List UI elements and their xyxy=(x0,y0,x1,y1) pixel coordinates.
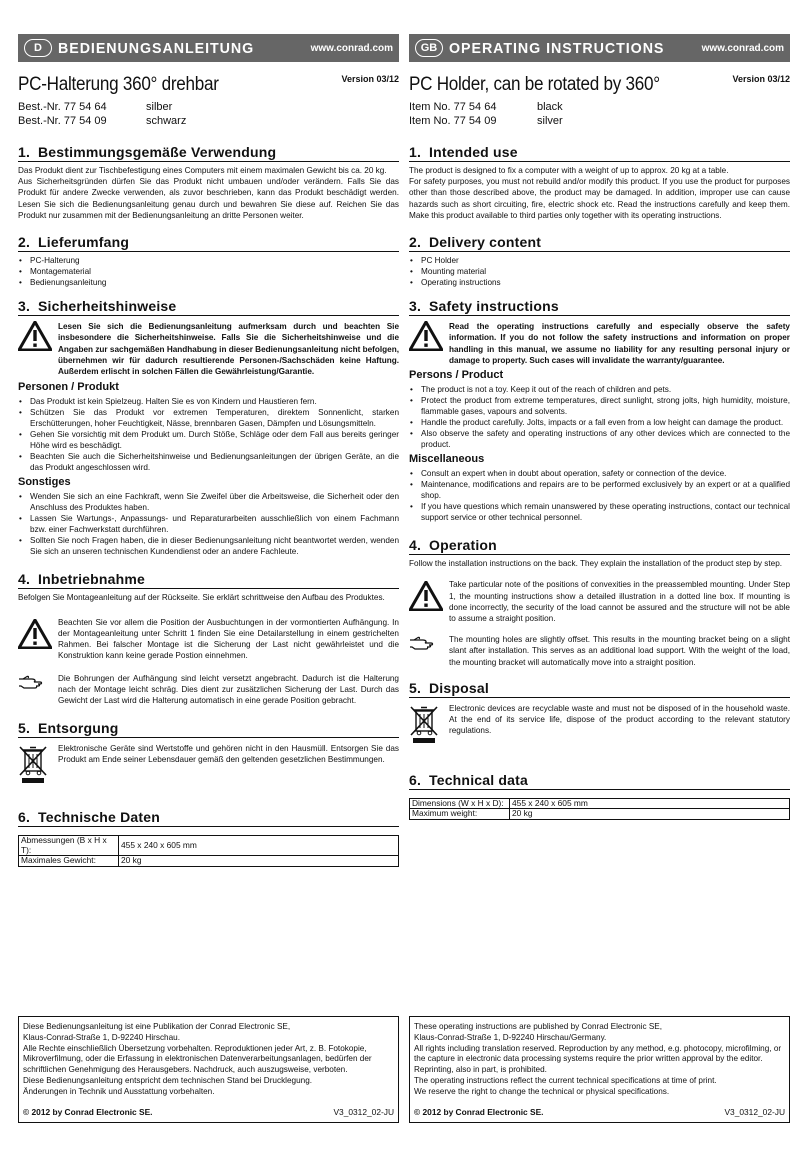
item-number: Best.-Nr. 77 54 64 xyxy=(18,101,107,113)
list-item: • Mounting material xyxy=(409,266,790,277)
item-row xyxy=(18,114,399,128)
note-text: The mounting holes are slightly offset. This results in the mounting bracket being on a slight slant after installation. This serves as an additional load support. With the weight of the load, the mounting bracket will automatically move into a straight position. xyxy=(449,635,790,667)
item-row xyxy=(409,114,790,128)
list-item: • Schützen Sie das Produkt vor extremen Temperaturen, direktem Sonnenlicht, starken Erschütterungen, hoher Feuchtigkeit, Nässe, brennbaren Gasen, Dämpfen und Lösungsmitteln. xyxy=(18,407,399,429)
list-item: • Consult an expert when in doubt about operation, safety or connection of the device. xyxy=(409,468,790,479)
table-row: Dimensions (W x H x D): 455 x 240 x 605 mm xyxy=(410,798,790,809)
website-url[interactable]: www.conrad.com xyxy=(701,42,784,54)
list-item: • Gehen Sie vorsichtig mit dem Produkt um. Durch Stöße, Schläge oder dem Fall aus bereits geringer Höhe wird es beschädigt. xyxy=(18,429,399,451)
section-technical-data xyxy=(409,772,790,820)
subheading: Persons / Product xyxy=(409,369,504,382)
list-item: • The product is not a toy. Keep it out of the reach of children and pets. xyxy=(409,384,790,395)
warning-note xyxy=(409,579,790,624)
section-delivery xyxy=(409,234,790,288)
list-item: • Also observe the safety and operating instructions of any other devices which are connected to the product. xyxy=(409,428,790,450)
imprint-box xyxy=(18,1016,399,1123)
section-heading: 1. Bestimmungsgemäße Verwendung xyxy=(18,144,399,162)
crossed-bin-icon xyxy=(409,703,449,748)
warning-icon xyxy=(18,321,58,377)
warning-box xyxy=(18,321,399,377)
list-item: • Sollten Sie noch Fragen haben, die in dieser Bedienungsanleitung nicht beantwortet werden, wenden Sie sich an unseren technischen Kundendienst oder an andere Fachleute. xyxy=(18,535,399,557)
imprint-line: Klaus-Conrad-Straße 1, D-92240 Hirschau. xyxy=(23,1032,180,1042)
note-text: Beachten Sie vor allem die Position der Ausbuchtungen in der vormontierten Aufhängung. In der Montageanleitung unter Schritt 1 finden Sie eine Detailarstellung in einem gestrichelten Rahmen. Bei falscher Montage ist die Sicherung der Last nicht gewährleistet und die Konstruktion kann keine gerade Postion einnehmen. xyxy=(58,617,399,661)
section-heading: 5. Disposal xyxy=(409,680,790,698)
german-column xyxy=(18,34,399,867)
copyright: © 2012 by Conrad Electronic SE. xyxy=(23,1107,153,1117)
bullet-list xyxy=(18,491,399,557)
subheading: Sonstiges xyxy=(18,475,71,488)
paragraph: Follow the installation instructions on the back. They explain the installation of the product step by step. xyxy=(409,559,783,569)
document-title: PC-Halterung 360° drehbar xyxy=(18,74,219,95)
list-item: • Montagematerial xyxy=(18,266,399,277)
imprint-box xyxy=(409,1016,790,1123)
imprint-line: All rights including translation reserved. Reproduction by any method, e.g. photocopy, microfilming, or the capture in electronic data processing systems require the prior written approval by the editor. Reprinting, also in part, is prohibited. xyxy=(414,1043,782,1075)
item-list xyxy=(409,100,790,128)
bullet-list xyxy=(18,396,399,473)
imprint-line: Änderungen in Technik und Ausstattung vorbehalten. xyxy=(23,1086,215,1096)
banner-title: OPERATING INSTRUCTIONS xyxy=(449,39,665,57)
table-row: Maximum weight: 20 kg xyxy=(410,809,790,820)
version-code: V3_0312_02-JU xyxy=(724,1107,785,1117)
list-item: • If you have questions which remain unanswered by these operating instructions, contact our technical support service or other technical personnel. xyxy=(409,501,790,523)
section-heading: 1. Intended use xyxy=(409,144,790,162)
pointing-hand-icon xyxy=(18,673,58,707)
document-title: PC Holder, can be rotated by 360° xyxy=(409,74,660,95)
english-column xyxy=(409,34,790,820)
subheading: Personen / Produkt xyxy=(18,380,119,393)
warning-text: Lesen Sie sich die Bedienungsanleitung aufmerksam durch und beachten Sie insbesondere die Sicherheitshinweise. Falls Sie die Sicherheitshinweise und die Angaben zur sachgemäßen Handhabung in dieser Bedienungsanleitung nicht befolgen, übernehmen wir für dadurch resultierende Personen-/Sachschäden keine Haftung. Außerdem erlischt in solchen Fällen die Gewährleistung/Garantie. xyxy=(58,322,399,377)
item-color: silber xyxy=(146,101,173,113)
item-list xyxy=(18,100,399,128)
section-heading: 4. Inbetriebnahme xyxy=(18,571,399,589)
paragraph: Befolgen Sie Montageanleitung auf der Rückseite. Sie erklärt schrittweise den Aufbau des Produktes. xyxy=(18,592,385,602)
section-intended-use xyxy=(18,144,399,221)
section-heading: 2. Delivery content xyxy=(409,234,790,252)
table-row: Abmessungen (B x H x T): 455 x 240 x 605 mm xyxy=(19,836,399,856)
list-item: • Beachten Sie auch die Sicherheitshinweise und Bedienungsanleitungen der übrigen Geräte, an die das Produkt angeschlossen wird. xyxy=(18,451,399,473)
section-disposal xyxy=(18,720,399,788)
section-disposal xyxy=(409,680,790,748)
list-item: • Maintenance, modifications and repairs are to be performed exclusively by an expert or at a qualified shop. xyxy=(409,479,790,501)
warning-icon xyxy=(409,579,449,624)
bullet-list xyxy=(409,468,790,523)
note-text: Elektronische Geräte sind Wertstoffe und gehören nicht in den Hausmüll. Entsorgen Sie das Produkt am Ende seiner Lebensdauer gemäß den geltenden gesetzlichen Bestimmungen. xyxy=(58,744,399,765)
item-row xyxy=(18,100,399,114)
section-operation xyxy=(18,571,399,707)
section-heading: 3. Safety instructions xyxy=(409,298,790,316)
warning-note xyxy=(18,617,399,662)
section-operation xyxy=(409,537,790,668)
bullet-list xyxy=(18,255,399,288)
section-heading: 5. Entsorgung xyxy=(18,720,399,738)
imprint-line: Alle Rechte einschließlich Übersetzung vorbehalten. Reproduktionen jeder Art, z. B. Fotokopie, Mikroverfilmung, oder die Erfassung in elektronischen Datenverarbeitungsanlagen, bedürfen der schriftlichen Genehmigung des Herausgebers. Nachdruck, auch auszugsweise, verboten. xyxy=(23,1043,372,1075)
warning-icon xyxy=(18,617,58,662)
imprint-line: Diese Bedienungsanleitung entspricht dem technischen Stand bei Drucklegung. xyxy=(23,1075,313,1085)
note-text: Take particular note of the positions of convexities in the preassembled mounting. Under Step 1, the mounting instructions show a detailed illustration in a dotted line box. If mounting is done incorrectly, the security of the load cannot be assured and the structure will not be able to assume a straight position. xyxy=(449,580,790,624)
language-badge: GB xyxy=(415,39,443,57)
disposal-note xyxy=(18,743,399,788)
pointing-hand-icon xyxy=(409,634,449,668)
item-color: silver xyxy=(537,115,563,127)
bullet-list xyxy=(409,384,790,450)
table-row: Maximales Gewicht: 20 kg xyxy=(19,856,399,867)
section-heading: 6. Technische Daten xyxy=(18,809,399,827)
list-item: • PC-Halterung xyxy=(18,255,399,266)
hint-note xyxy=(409,634,790,668)
subheading: Miscellaneous xyxy=(409,453,485,466)
technical-data-table xyxy=(18,835,399,867)
list-item: • Lassen Sie Wartungs-, Anpassungs- und Reparaturarbeiten ausschließlich von einem Fachmann bzw. einer Fachwerkstatt durchführen. xyxy=(18,513,399,535)
paragraph: The product is designed to fix a computer with a weight of up to approx. 20 kg at a table. For safety purposes, you must not rebuild and/or modify this product. If you use the product for purposes other than those described above, the product may be damaged. In addition, improper use can cause hazards such as short circuiting, fire, electric shock etc. Read the instructions carefully and keep them. Make this product available to third parties only together with its operating instructions. xyxy=(409,166,790,220)
paragraph: Das Produkt dient zur Tischbefestigung eines Computers mit einem maximalen Gewicht bis ca. 20 kg. Aus Sicherheitsgründen dürfen Sie das Produkt nicht umbauen und/oder verändern. Falls Sie das Produkt für andere Zwecke verwenden, als zuvor beschrieben, kann das Produkt beschädigt werden. Lesen Sie sich die Bedienungsanleitung genau durch und bewahren Sie diese auf. Reichen Sie das Produkt nur zusammen mit der Bedienungsanleitung an dritte Personen weiter. xyxy=(18,166,399,220)
section-heading: 4. Operation xyxy=(409,537,790,555)
hint-note xyxy=(18,673,399,707)
list-item: • Das Produkt ist kein Spielzeug. Halten Sie es von Kindern und Haustieren fern. xyxy=(18,396,399,407)
item-number: Best.-Nr. 77 54 09 xyxy=(18,115,107,127)
section-technical-data xyxy=(18,809,399,867)
item-color: black xyxy=(537,101,563,113)
note-text: Die Bohrungen der Aufhängung sind leicht versetzt angebracht. Dadurch ist die Halterung nach der Montage leicht schräg. Dies dient zur zusätzlichen Sicherung der Last. Durch das Gewicht der Last wird die Halterung automatisch in eine gerade Position gebracht. xyxy=(58,673,399,705)
list-item: • Wenden Sie sich an eine Fachkraft, wenn Sie Zweifel über die Arbeitsweise, die Sicherheit oder den Anschluss des Produktes haben. xyxy=(18,491,399,513)
section-heading: 6. Technical data xyxy=(409,772,790,790)
copyright: © 2012 by Conrad Electronic SE. xyxy=(414,1107,544,1117)
warning-box xyxy=(409,321,790,366)
version-code: V3_0312_02-JU xyxy=(333,1107,394,1117)
warning-icon xyxy=(409,321,449,366)
list-item: • Handle the product carefully. Jolts, impacts or a fall even from a low height can damage the product. xyxy=(409,417,790,428)
item-color: schwarz xyxy=(146,115,187,127)
imprint-line: The operating instructions reflect the current technical specifications at time of print. xyxy=(414,1075,717,1085)
disposal-note xyxy=(409,703,790,748)
note-text: Electronic devices are recyclable waste and must not be disposed of in the household waste. At the end of its service life, dispose of the product according to the relevant statutory regulations. xyxy=(449,703,790,736)
section-intended-use xyxy=(409,144,790,221)
banner-title: BEDIENUNGSANLEITUNG xyxy=(58,39,255,57)
list-item: • Protect the product from extreme temperatures, direct sunlight, strong jolts, high humidity, moisture, flammable gases, vapours and solvents. xyxy=(409,395,790,417)
item-number: Item No. 77 54 64 xyxy=(409,101,497,113)
warning-text: Read the operating instructions carefully and especially observe the safety information. If you do not follow the safety instructions and information on proper handling in this manual, we assume no liability for any resulting personal injury or damage to property. Such cases will invalidate the warranty/guarantee. xyxy=(449,322,790,365)
header-banner xyxy=(409,34,790,62)
item-number: Item No. 77 54 09 xyxy=(409,115,497,127)
imprint-line: Klaus-Conrad-Straße 1, D-92240 Hirschau/Germany. xyxy=(414,1032,607,1042)
imprint-line: We reserve the right to change the technical or physical specifications. xyxy=(414,1086,670,1096)
technical-data-table xyxy=(409,798,790,820)
section-delivery xyxy=(18,234,399,288)
section-heading: 3. Sicherheitshinweise xyxy=(18,298,399,316)
list-item: • Operating instructions xyxy=(409,277,790,288)
language-badge: D xyxy=(24,39,52,57)
imprint-line: These operating instructions are published by Conrad Electronic SE, xyxy=(414,1022,663,1031)
header-banner xyxy=(18,34,399,62)
section-safety xyxy=(409,298,790,523)
imprint-line: Diese Bedienungsanleitung ist eine Publikation der Conrad Electronic SE, xyxy=(23,1022,291,1031)
version-label: Version 03/12 xyxy=(732,74,790,84)
bullet-list xyxy=(409,255,790,288)
item-row xyxy=(409,100,790,114)
version-label: Version 03/12 xyxy=(341,74,399,84)
section-heading: 2. Lieferumfang xyxy=(18,234,399,252)
section-safety xyxy=(18,298,399,556)
list-item: • PC Holder xyxy=(409,255,790,266)
website-url[interactable]: www.conrad.com xyxy=(310,42,393,54)
list-item: • Bedienungsanleitung xyxy=(18,277,399,288)
crossed-bin-icon xyxy=(18,743,58,788)
